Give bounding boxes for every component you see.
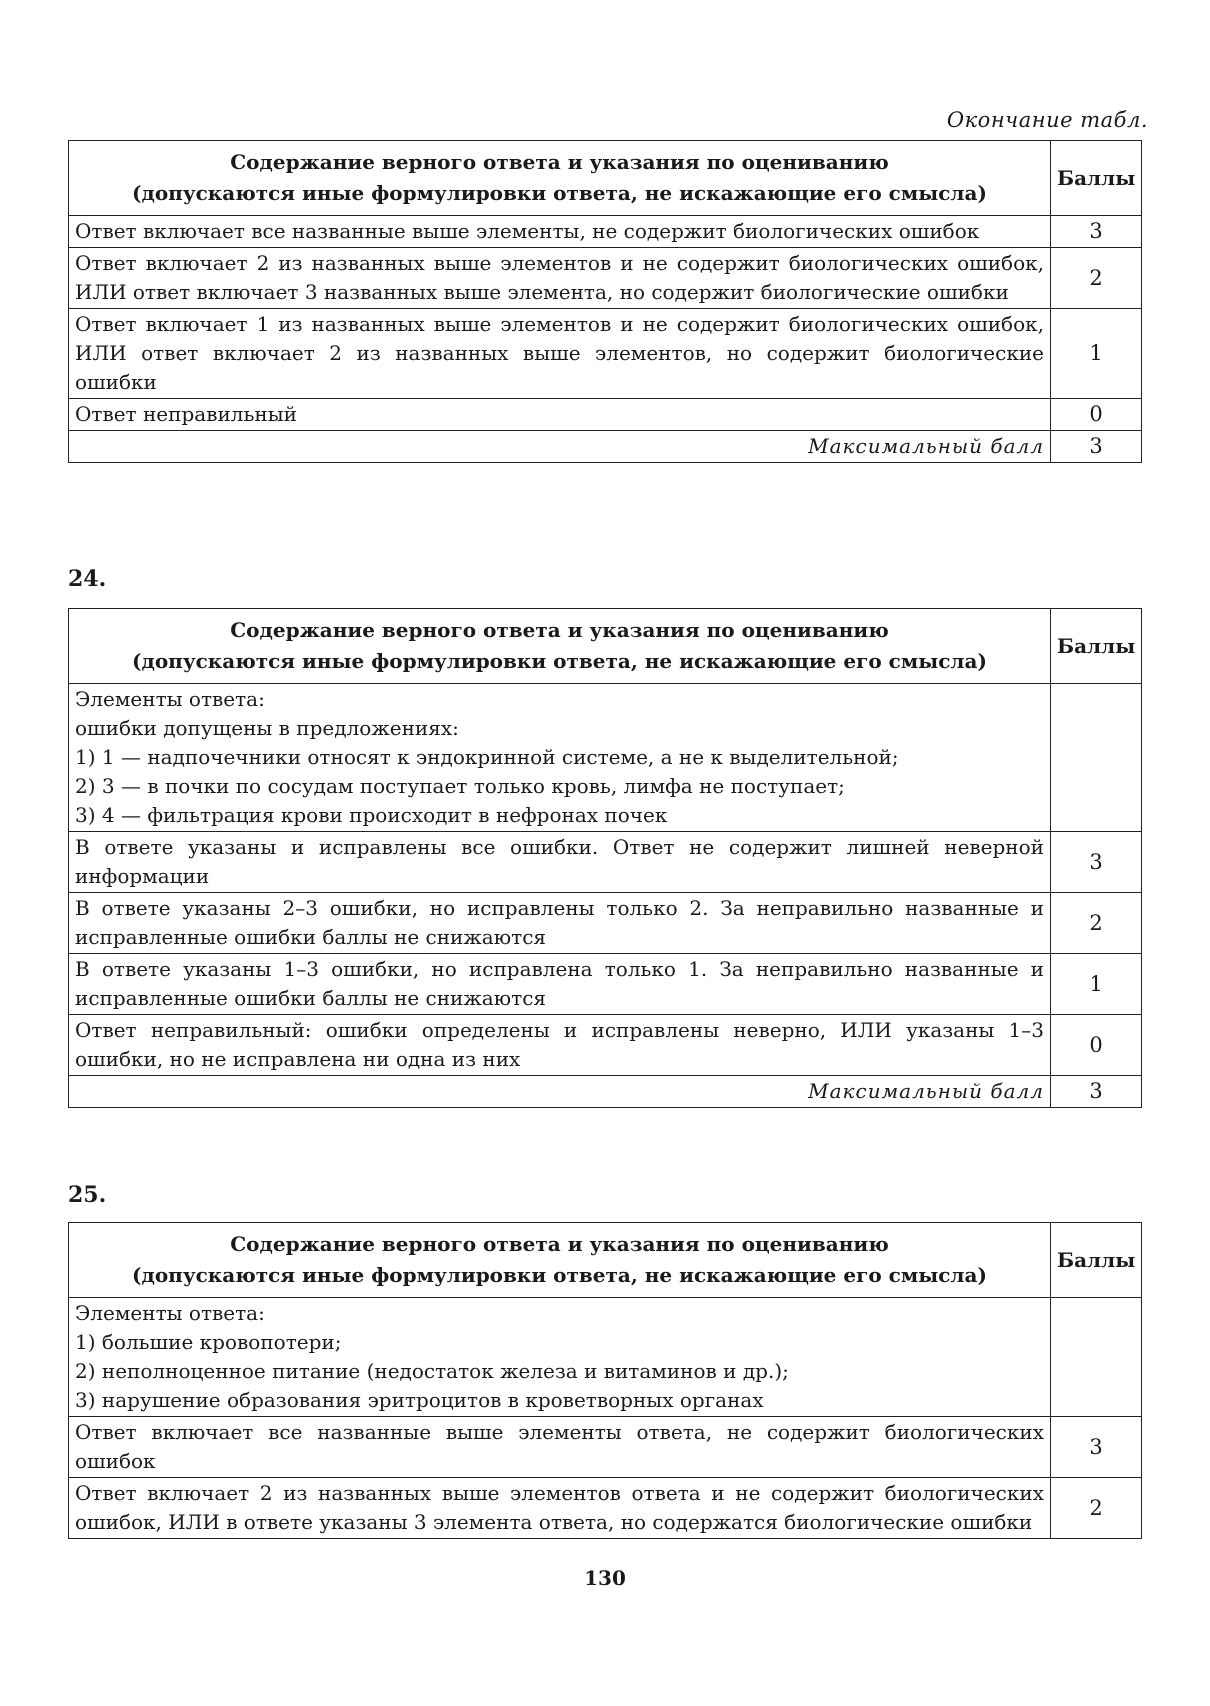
table-continuation-caption: Окончание табл. bbox=[946, 108, 1148, 132]
table-row bbox=[69, 832, 1142, 893]
header-score-cell: Баллы bbox=[1051, 141, 1142, 216]
answer-element: 1) большие кровопотери; bbox=[75, 1330, 342, 1354]
table-task-25 bbox=[68, 1222, 1142, 1539]
empty-score-cell bbox=[1051, 1298, 1142, 1417]
answer-elements bbox=[69, 1298, 1051, 1417]
header-content-cell: Содержание верного ответа и указания по оцениванию (допускаются иные формулировки ответа, не искажающие его смысла) bbox=[69, 1223, 1051, 1298]
answer-elements-row bbox=[69, 684, 1142, 832]
max-score-row bbox=[69, 431, 1142, 463]
task-number-24: 24. bbox=[68, 566, 107, 592]
table-row bbox=[69, 248, 1142, 309]
table-row bbox=[69, 216, 1142, 248]
header-score-cell: Баллы bbox=[1051, 609, 1142, 684]
table-row bbox=[69, 309, 1142, 399]
criterion-text: Ответ неправильный: ошибки определены и исправлены неверно, ИЛИ указаны 1–3 ошибки, но не исправлена ни одна из них bbox=[69, 1015, 1051, 1076]
answer-element: Элементы ответа: bbox=[75, 1301, 265, 1325]
criterion-text: Ответ неправильный bbox=[69, 399, 1051, 431]
criterion-text: Ответ включает 2 из названных выше элементов и не содержит биологических ошибок, ИЛИ ответ включает 3 названных выше элемента, но содержит биологические ошибки bbox=[69, 248, 1051, 309]
criterion-text: Ответ включает все названные выше элементы ответа, не содержит биологических ошибок bbox=[69, 1417, 1051, 1478]
answer-element: 3) нарушение образования эритроцитов в кроветворных органах bbox=[75, 1388, 764, 1412]
page-number: 130 bbox=[584, 1566, 626, 1590]
answer-element: 2) неполноценное питание (недостаток железа и витаминов и др.); bbox=[75, 1359, 789, 1383]
criterion-text: Ответ включает 1 из названных выше элементов и не содержит биологических ошибок, ИЛИ ответ включает 2 из названных выше элементов, но содержит биологические ошибки bbox=[69, 309, 1051, 399]
table-header-row bbox=[69, 141, 1142, 216]
table-header-row bbox=[69, 609, 1142, 684]
answer-element: Элементы ответа: bbox=[75, 687, 265, 711]
criterion-text: В ответе указаны и исправлены все ошибки. Ответ не содержит лишней неверной информации bbox=[69, 832, 1051, 893]
answer-elements-row bbox=[69, 1298, 1142, 1417]
table-row bbox=[69, 954, 1142, 1015]
criterion-score: 2 bbox=[1051, 1478, 1142, 1539]
header-content-cell: Содержание верного ответа и указания по оцениванию (допускаются иные формулировки ответа, не искажающие его смысла) bbox=[69, 141, 1051, 216]
max-score-value: 3 bbox=[1051, 1076, 1142, 1108]
table-header-row bbox=[69, 1223, 1142, 1298]
empty-score-cell bbox=[1051, 684, 1142, 832]
table-row bbox=[69, 1478, 1142, 1539]
table-row bbox=[69, 893, 1142, 954]
answer-element: 3) 4 — фильтрация крови происходит в нефронах почек bbox=[75, 803, 668, 827]
criterion-text: В ответе указаны 2–3 ошибки, но исправлены только 2. За неправильно названные и исправленные ошибки баллы не снижаются bbox=[69, 893, 1051, 954]
criterion-text: Ответ включает все названные выше элементы, не содержит биологических ошибок bbox=[69, 216, 1051, 248]
table-row bbox=[69, 399, 1142, 431]
max-score-label: Максимальный балл bbox=[69, 1076, 1051, 1108]
criterion-score: 2 bbox=[1051, 248, 1142, 309]
criterion-score: 3 bbox=[1051, 1417, 1142, 1478]
table-continued bbox=[68, 140, 1142, 463]
header-score-cell: Баллы bbox=[1051, 1223, 1142, 1298]
max-score-label: Максимальный балл bbox=[69, 431, 1051, 463]
criterion-text: В ответе указаны 1–3 ошибки, но исправлена только 1. За неправильно названные и исправленные ошибки баллы не снижаются bbox=[69, 954, 1051, 1015]
answer-elements bbox=[69, 684, 1051, 832]
criterion-score: 2 bbox=[1051, 893, 1142, 954]
answer-element: 2) 3 — в почки по сосудам поступает только кровь, лимфа не поступает; bbox=[75, 774, 845, 798]
criterion-text: Ответ включает 2 из названных выше элементов ответа и не содержит биологических ошибок, ИЛИ в ответе указаны 3 элемента ответа, но содержатся биологические ошибки bbox=[69, 1478, 1051, 1539]
table-row bbox=[69, 1417, 1142, 1478]
task-number-25: 25. bbox=[68, 1182, 107, 1208]
criterion-score: 0 bbox=[1051, 399, 1142, 431]
criterion-score: 1 bbox=[1051, 309, 1142, 399]
criterion-score: 3 bbox=[1051, 832, 1142, 893]
criterion-score: 3 bbox=[1051, 216, 1142, 248]
answer-element: 1) 1 — надпочечники относят к эндокринной системе, а не к выделительной; bbox=[75, 745, 899, 769]
answer-element: ошибки допущены в предложениях: bbox=[75, 716, 459, 740]
max-score-value: 3 bbox=[1051, 431, 1142, 463]
max-score-row bbox=[69, 1076, 1142, 1108]
criterion-score: 0 bbox=[1051, 1015, 1142, 1076]
table-task-24 bbox=[68, 608, 1142, 1108]
criterion-score: 1 bbox=[1051, 954, 1142, 1015]
header-content-cell: Содержание верного ответа и указания по оцениванию (допускаются иные формулировки ответа, не искажающие его смысла) bbox=[69, 609, 1051, 684]
table-row bbox=[69, 1015, 1142, 1076]
